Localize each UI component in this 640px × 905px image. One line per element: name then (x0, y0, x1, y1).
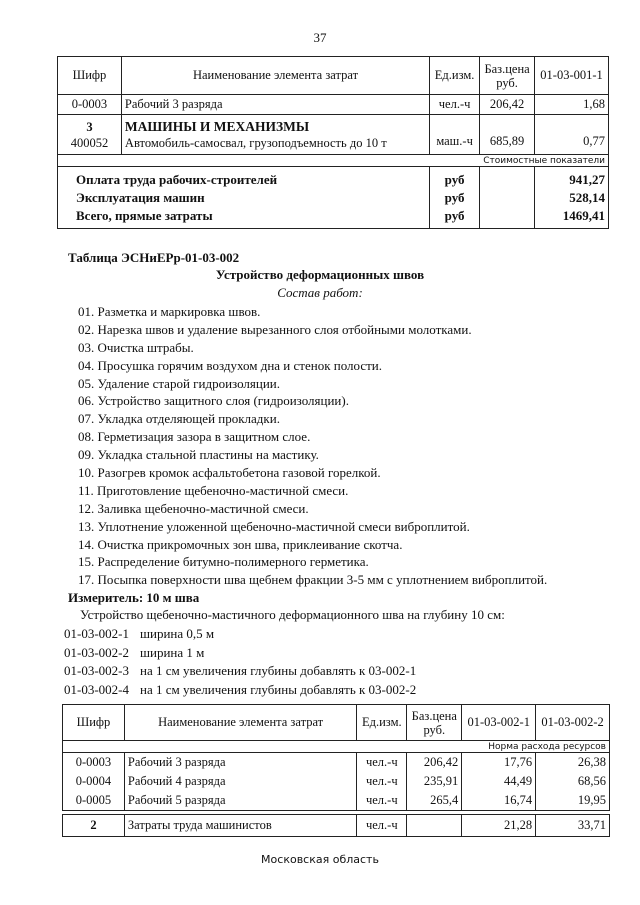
header-unit: Ед.изм. (357, 705, 407, 741)
row-code: 0-0005 (75, 793, 112, 807)
header-code: Шифр (58, 57, 122, 95)
list-item (64, 644, 416, 663)
total-unit: руб (444, 207, 465, 223)
total-value: 1469,41 (562, 207, 605, 223)
row-value: 19,95 (577, 793, 606, 807)
list-item: 15. Распределение битумно-полимерного герметика. (78, 554, 369, 570)
variant-code: 01-03-002-4 (64, 681, 129, 697)
caption-row (63, 741, 610, 753)
list-item: 04. Просушка горячим воздухом дна и стенок полости. (78, 357, 383, 373)
list-item: 05. Удаление старой гидроизоляции. (78, 375, 280, 391)
list-item: 17. Посыпка поверхности шва щебнем фракции 3-5 мм с уплотнением виброплитой. (78, 572, 548, 588)
list-item: 13. Уплотнение уложенной щебеночно-мастичной смеси виброплитой. (78, 518, 470, 534)
list-item: 02. Нарезка швов и удаление вырезанного слоя отбойными молотками. (78, 321, 472, 337)
list-item: 07. Укладка отделяющей прокладки. (78, 411, 280, 427)
total-unit: руб (444, 171, 465, 187)
row-name: Рабочий 3 разряда (121, 95, 429, 115)
row-price: 235,91 (423, 774, 459, 788)
variant-code: 01-03-002-2 (64, 644, 129, 660)
header-name: Наименование элемента затрат (124, 705, 356, 741)
row-value: 68,56 (577, 774, 606, 788)
row-unit: чел.-ч (430, 95, 480, 115)
table-header-row (58, 57, 609, 95)
row-unit: маш.-ч (430, 115, 480, 155)
group-code: 3 (86, 119, 93, 134)
row-code: 0-0004 (75, 774, 112, 788)
variant-code: 01-03-002-3 (64, 663, 129, 678)
row-value: 16,74 (504, 793, 533, 807)
total-label: Оплата труда рабочих-строителей (76, 171, 278, 187)
row-name: Рабочий 4 разряда (127, 774, 226, 788)
table-header-row (63, 705, 610, 741)
row-unit: чел.-ч (365, 793, 398, 807)
row-price: 206,42 (480, 95, 535, 115)
totals-block (58, 167, 609, 229)
row-price (407, 815, 462, 837)
total-value: 941,27 (569, 171, 605, 187)
table-row (63, 815, 610, 837)
list-item: 14. Очистка прикромочных зон шва, приклеивание скотча. (78, 536, 403, 552)
header-col1: 01-03-002-1 (462, 705, 536, 741)
row-unit: чел.-ч (357, 815, 407, 837)
row-unit: чел.-ч (365, 755, 398, 769)
row-code: 0-0003 (58, 95, 122, 115)
section-title: Таблица ЭСНиЕРр-01-03-002 (68, 250, 240, 265)
cost-caption: Стоимостные показатели (58, 155, 609, 167)
cost-table-1 (57, 56, 609, 229)
row-code: 400052 (70, 135, 109, 150)
row-name: Затраты труда машинистов (124, 815, 356, 837)
row-name: Автомобиль-самосвал, грузоподъемность до 10 т (124, 135, 387, 150)
variant-text: на 1 см увеличения глубины добавлять к 03-002-1 (140, 663, 417, 678)
total-label: Эксплуатация машин (76, 189, 205, 205)
table-row (58, 115, 609, 155)
list-item (64, 662, 416, 681)
total-label: Всего, прямые затраты (76, 207, 213, 223)
list-item (64, 625, 416, 644)
row-value: 21,28 (462, 815, 536, 837)
row-value: 0,77 (535, 115, 609, 155)
row-value: 44,49 (504, 774, 533, 788)
list-item: 08. Герметизация зазора в защитном слое. (78, 429, 311, 445)
header-unit: Ед.изм. (430, 57, 480, 95)
labor-block (63, 753, 610, 811)
variant-text: на 1 см увеличения глубины добавлять к 03-002-2 (140, 681, 417, 697)
row-value: 17,76 (504, 755, 533, 769)
row-name: Рабочий 5 разряда (127, 793, 226, 807)
total-value: 528,14 (569, 189, 605, 205)
page-number: 37 (313, 30, 327, 45)
norm-caption: Норма расхода ресурсов (63, 741, 610, 753)
header-price: Баз.цена руб. (407, 705, 462, 741)
row-price: 265,4 (430, 793, 459, 807)
table-row (58, 95, 609, 115)
cost-table-2 (62, 704, 610, 837)
row-value: 1,68 (535, 95, 609, 115)
header-name: Наименование элемента затрат (121, 57, 429, 95)
row-code: 0-0003 (75, 755, 112, 769)
header-code: Шифр (63, 705, 125, 741)
list-item: 10. Разогрев кромок асфальтобетона газовой горелкой. (78, 465, 381, 481)
row-value: 26,38 (577, 755, 606, 769)
list-item: 09. Укладка стальной пластины на мастику. (78, 447, 319, 463)
work-description: Устройство щебеночно-мастичного деформационного шва на глубину 10 см: (80, 607, 505, 622)
row-value: 33,71 (536, 815, 610, 837)
works-list (78, 303, 547, 589)
total-unit: руб (444, 189, 465, 205)
variant-code: 01-03-002-1 (64, 626, 129, 641)
header-col: 01-03-001-1 (535, 57, 609, 95)
section-subtitle: Устройство деформационных швов (215, 267, 425, 282)
variant-text: ширина 0,5 м (140, 626, 215, 641)
footer-region: Московская область (261, 853, 379, 866)
list-item: 01. Разметка и маркировка швов. (78, 304, 261, 319)
header-price: Баз.цена руб. (480, 57, 535, 95)
row-name: Рабочий 3 разряда (127, 755, 226, 769)
list-item: 11. Приготовление щебеночно-мастичной смеси. (78, 482, 349, 498)
group-name: МАШИНЫ И МЕХАНИЗМЫ (124, 118, 310, 134)
list-item: 12. Заливка щебеночно-мастичной смеси. (78, 500, 309, 516)
meter-label: Измеритель: 10 м шва (68, 590, 200, 605)
list-item (64, 681, 416, 700)
variant-text: ширина 1 м (140, 644, 205, 660)
header-col2: 01-03-002-2 (536, 705, 610, 741)
variants-list (64, 625, 416, 699)
list-item: 03. Очистка штрабы. (78, 339, 194, 355)
list-item: 06. Устройство защитного слоя (гидроизоляции). (78, 393, 349, 409)
caption-row (58, 155, 609, 167)
composition-label: Состав работ: (277, 285, 363, 300)
row-code: 2 (63, 815, 125, 837)
row-price: 206,42 (423, 755, 459, 769)
row-price: 685,89 (480, 115, 535, 155)
row-unit: чел.-ч (365, 774, 398, 788)
